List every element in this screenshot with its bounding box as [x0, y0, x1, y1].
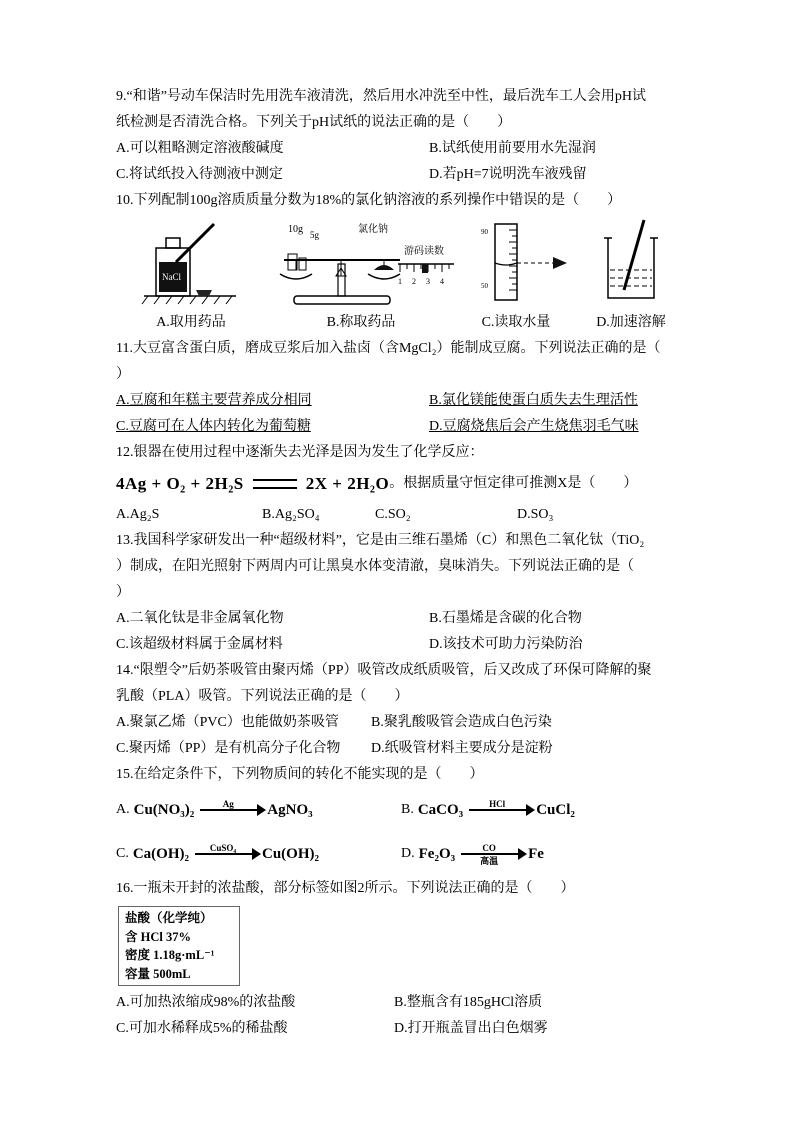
options-row: [116, 414, 714, 440]
question-stem: 9.“和谐”号动车保洁时先用洗车液清洗，然后用水冲洗至中性，最后洗车工人会用pH试: [116, 89, 647, 104]
option-d: D.打开瓶盖冒出白色烟雾: [394, 1021, 548, 1036]
conversion-a: A. Cu(NO₃)₂ Ag AgNO₃: [116, 799, 313, 818]
question-stem: 纸检测是否清洗合格。下列关于pH试纸的说法正确的是（ ）: [116, 115, 512, 130]
label-line: 盐酸（化学纯）: [125, 911, 213, 925]
options-row: [116, 136, 714, 162]
option-b: B.氯化镁能使蛋白质失去生理活性: [429, 393, 638, 408]
bottle-label: NaCl: [162, 272, 181, 282]
option-d: D.若pH=7说明洗车液残留: [429, 167, 587, 182]
question-stem: 10.下列配制100g溶质质量分数为18%的氯化钠溶液的系列操作中错误的是（ ）: [116, 193, 622, 208]
question-stem: 14.“限塑令”后奶茶吸管由聚丙烯（PP）吸管改成纸质吸管，后又改成了环保可降解的聚: [116, 663, 652, 678]
conversion-d: D. Fe₂O₃ CO 高温 Fe: [401, 843, 544, 866]
reaction-arrow: Ag: [200, 809, 264, 811]
question-11: [116, 336, 714, 440]
question-stem: 乳酸（PLA）吸管。下列说法正确的是（ ）: [116, 689, 409, 704]
conversion-row: [116, 832, 714, 876]
scale-bottom-label: 50: [481, 282, 488, 290]
option-b: B.聚乳酸吸管会造成白色污染: [371, 715, 552, 730]
option-b: B.整瓶含有185gHCl溶质: [394, 995, 543, 1010]
question-stem: 15.在给定条件下，下列物质间的转化不能实现的是（ ）: [116, 767, 484, 782]
weight-10g-label: 10g: [288, 224, 303, 235]
option-d: D.SO₃: [517, 507, 554, 522]
question-15: [116, 762, 714, 876]
option-b: B.Ag₂SO₄: [262, 507, 320, 522]
reaction-arrow: CO 高温: [461, 853, 525, 855]
options-row: [116, 990, 714, 1016]
question-stem: 13.我国科学家研发出一种“超级材料”，它是由三维石墨烯（C）和黑色二氧化钛（TiO₂: [116, 533, 645, 548]
question-13: [116, 528, 714, 658]
label-line: 含 HCl 37%: [125, 929, 191, 944]
reaction-arrow: HCl: [469, 809, 533, 811]
option-d: D.豆腐烧焦后会产生烧焦羽毛气味: [429, 419, 639, 434]
graduated-cylinder-figure: [461, 218, 571, 310]
options-row: [116, 388, 714, 414]
option-a: A.二氧化钛是非金属氧化物: [116, 611, 284, 626]
options-row: [116, 736, 714, 762]
option-c: C.该超级材料属于金属材料: [116, 637, 283, 652]
conversion-b: B. CaCO₃ HCl CuCl₂: [401, 799, 575, 818]
svg-text:2: 2: [412, 277, 416, 286]
question-stem: 16.一瓶未开封的浓盐酸，部分标签如图2所示。下列说法正确的是（ ）: [116, 881, 575, 896]
reagent-bottle-figure: [136, 220, 246, 310]
question-stem: ）: [116, 585, 130, 600]
option-c: C.聚丙烯（PP）是有机高分子化合物: [116, 741, 341, 756]
conversion-c: C. Ca(OH)₂ CuSO₄ Cu(OH)₂: [116, 843, 319, 862]
option-d: D.纸吸管材料主要成分是淀粉: [371, 741, 553, 756]
chemical-equation: [116, 466, 714, 502]
equation-left: 4Ag + O₂ + 2H₂S: [116, 474, 244, 493]
rider-scale: [398, 264, 454, 286]
option-a: A.可以粗略测定溶液酸碱度: [116, 141, 284, 156]
option-c: C.可加水稀释成5%的稀盐酸: [116, 1021, 288, 1036]
option-d: D.该技术可助力污染防治: [429, 637, 583, 652]
equation-right: 2X + 2H₂O: [305, 474, 390, 493]
caption-b: B.称取药品: [326, 315, 396, 330]
figure-captions: [116, 310, 714, 336]
option-b: B.试纸使用前要用水先湿润: [429, 141, 596, 156]
option-a: A.聚氯乙烯（PVC）也能做奶茶吸管: [116, 715, 339, 730]
substance-label: 氯化钠: [358, 224, 388, 235]
stirring-rod: [624, 220, 644, 290]
svg-text:3: 3: [426, 277, 430, 286]
question-16: [116, 876, 714, 1042]
eye-direction-arrow: [553, 257, 567, 269]
options-row: [116, 632, 714, 658]
label-line: 容量 500mL: [125, 966, 191, 981]
caption-d: D.加速溶解: [596, 315, 666, 330]
option-c: C.将试纸投入待测液中测定: [116, 167, 283, 182]
option-c: C.SO₂: [375, 507, 411, 522]
svg-text:4: 4: [440, 277, 444, 286]
weight-5g-label: 5g: [310, 230, 319, 240]
options-row: [116, 1016, 714, 1042]
caption-a: A.取用药品: [156, 315, 226, 330]
rider-reading-label: 游码读数: [404, 246, 444, 257]
options-row: [116, 606, 714, 632]
beaker-figure: [586, 218, 676, 310]
scale-top-label: 90: [481, 228, 488, 236]
question-14: [116, 658, 714, 762]
reagent-label-box: [118, 906, 240, 986]
option-b: B.石墨烯是含碳的化合物: [429, 611, 582, 626]
question-stem: 11.大豆富含蛋白质，磨成豆浆后加入盐卤（含MgCl₂）能制成豆腐。下列说法正确的是（: [116, 341, 661, 356]
reaction-arrow: CuSO₄: [195, 853, 259, 855]
equation-suffix: 。根据质量守恒定律可推测X是（ ）: [389, 476, 638, 491]
question-stem: 12.银器在使用过程中逐渐失去光泽是因为发生了化学反应：: [116, 445, 484, 460]
option-c: C.豆腐可在人体内转化为葡萄糖: [116, 419, 311, 434]
procedure-figures: [116, 216, 714, 310]
option-a: A.可加热浓缩成98%的浓盐酸: [116, 995, 296, 1010]
option-a: A.Ag₂S: [116, 507, 160, 522]
label-line: 密度 1.18g·mL⁻¹: [125, 948, 215, 962]
question-10: [116, 188, 714, 336]
options-row: [116, 710, 714, 736]
balance-figure: [266, 218, 456, 310]
question-12: [116, 440, 714, 528]
double-bond-sign: [253, 479, 297, 489]
options-row: [116, 162, 714, 188]
caption-c: C.读取水量: [481, 315, 551, 330]
option-a: A.豆腐和年糕主要营养成分相同: [116, 393, 312, 408]
question-stem: ）: [116, 367, 130, 382]
options-row: [116, 502, 714, 528]
svg-text:1: 1: [398, 277, 402, 286]
question-9: [116, 84, 714, 188]
question-stem: ）制成，在阳光照射下两周内可让黑臭水体变清澈，臭味消失。下列说法正确的是（: [116, 559, 634, 574]
conversion-row: [116, 788, 714, 832]
